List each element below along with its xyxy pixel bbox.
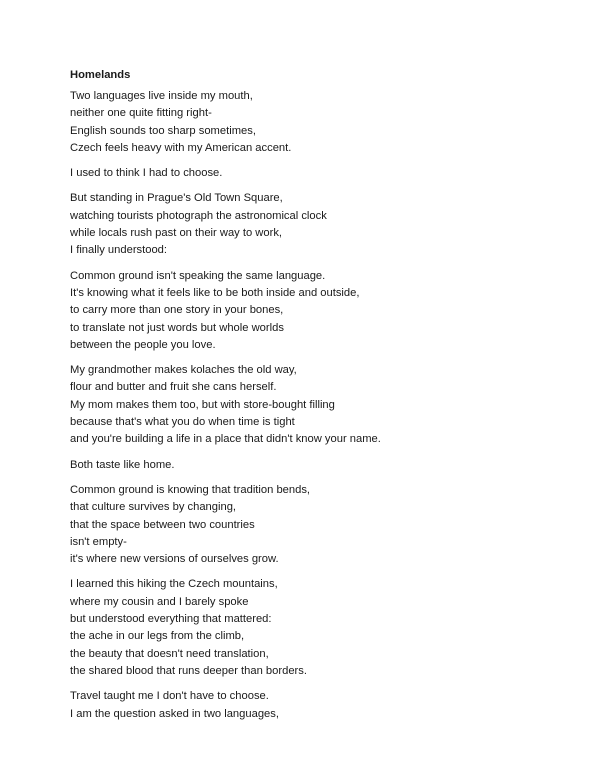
poem-line: where my cousin and I barely spoke xyxy=(70,595,249,608)
poem-line: to translate not just words but whole worlds xyxy=(70,321,284,334)
poem-line: I used to think I had to choose. xyxy=(70,167,223,180)
poem-line: flour and butter and fruit she cans herself. xyxy=(70,381,277,394)
stanza xyxy=(70,457,570,474)
poem-line: English sounds too sharp sometimes, xyxy=(70,124,256,137)
poem-line: that culture survives by changing, xyxy=(70,501,237,514)
poem-line: to carry more than one story in your bones, xyxy=(70,304,284,317)
poem-line: Common ground is knowing that tradition bends, xyxy=(70,483,311,496)
stanza xyxy=(70,688,570,723)
poem-line: But standing in Prague's Old Town Square, xyxy=(70,192,283,205)
poem-line: I am the question asked in two languages, xyxy=(70,707,279,720)
poem-line: Czech feels heavy with my American accent. xyxy=(70,141,292,154)
stanza xyxy=(70,576,570,680)
poem-line: the ache in our legs from the climb, xyxy=(70,630,245,643)
poem-line: the shared blood that runs deeper than borders. xyxy=(70,664,307,677)
poem-line: Both taste like home. xyxy=(70,458,175,471)
poem-line: I learned this hiking the Czech mountains, xyxy=(70,578,278,591)
poem-line: watching tourists photograph the astronomical clock xyxy=(70,209,327,222)
poem-line: it's where new versions of ourselves grow. xyxy=(70,553,279,566)
poem-line: while locals rush past on their way to work, xyxy=(70,227,283,240)
poem-line: My grandmother makes kolaches the old way, xyxy=(70,364,297,377)
poem-title: Homelands xyxy=(70,69,131,81)
poem-line: because that's what you do when time is tight xyxy=(70,416,295,429)
poem-line: isn't empty- xyxy=(70,535,127,548)
poem-line: It's knowing what it feels like to be both inside and outside, xyxy=(70,286,360,299)
stanza xyxy=(70,268,570,354)
poem-line: between the people you love. xyxy=(70,338,216,351)
stanza xyxy=(70,165,570,182)
poem-line: My mom makes them too, but with store-bought filling xyxy=(70,398,335,411)
poem-line: and you're building a life in a place that didn't know your name. xyxy=(70,433,381,446)
poem-line: Common ground isn't speaking the same language. xyxy=(70,269,326,282)
poem-line: neither one quite fitting right- xyxy=(70,107,212,120)
stanza xyxy=(70,362,570,448)
stanza xyxy=(70,482,570,568)
stanza xyxy=(70,190,570,259)
poem-line: that the space between two countries xyxy=(70,518,255,531)
poem-line: but understood everything that mattered: xyxy=(70,613,272,626)
poem-line: I finally understood: xyxy=(70,244,168,257)
stanza xyxy=(70,88,570,157)
poem-line: Travel taught me I don't have to choose. xyxy=(70,690,269,703)
document-page xyxy=(70,66,570,731)
poem-line: Two languages live inside my mouth, xyxy=(70,90,253,102)
poem-line: the beauty that doesn't need translation, xyxy=(70,647,269,660)
